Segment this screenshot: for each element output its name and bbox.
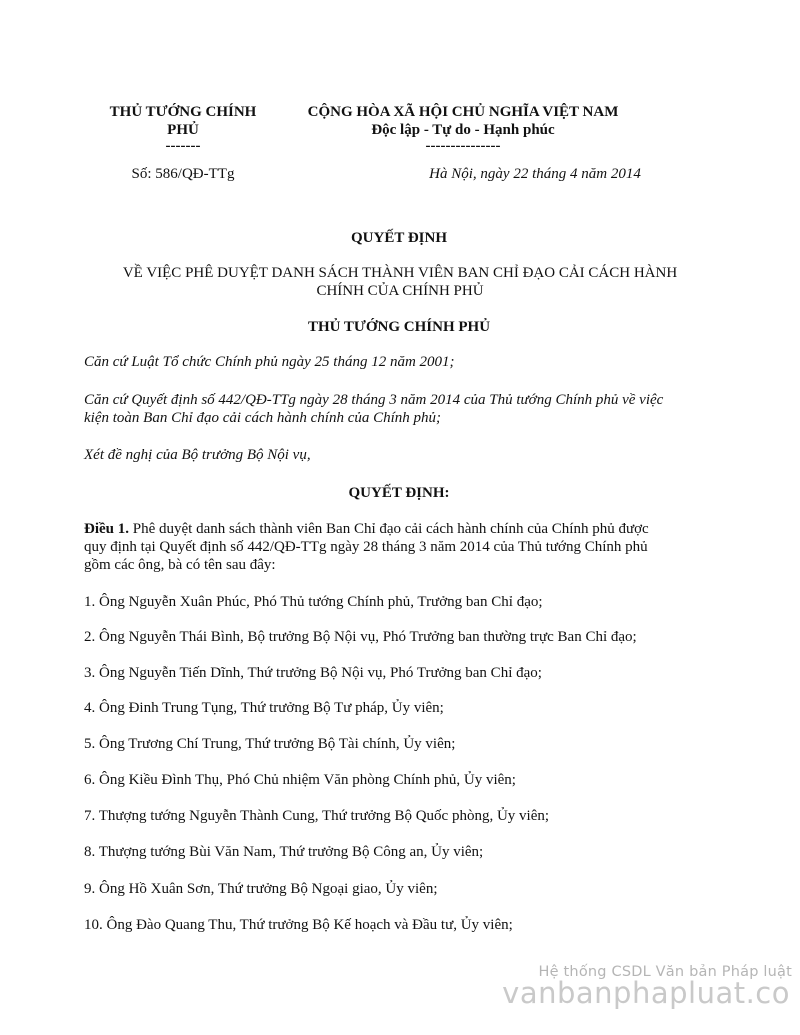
nation-name: CỘNG HÒA XÃ HỘI CHỦ NGHĨA VIỆT NAM [307, 104, 619, 120]
basis-decision-line1: Căn cứ Quyết định số 442/QĐ-TTg ngày 28 tháng 3 năm 2014 của Thủ tướng Chính phủ về việc [84, 392, 664, 408]
document-type: QUYẾT ĐỊNH [351, 230, 447, 246]
issue-date: Hà Nội, ngày 22 tháng 4 năm 2014 [429, 166, 641, 182]
basis-decision-line2: kiện toàn Ban Chỉ đạo cải cách hành chính của Chính phủ; [84, 410, 442, 426]
article-1 [84, 520, 724, 574]
authority-name [100, 103, 266, 153]
member-1: 1. Ông Nguyễn Xuân Phúc, Phó Thủ tướng Chính phủ, Trưởng ban Chỉ đạo; [84, 594, 543, 610]
authority-line1: THỦ TƯỚNG CHÍNH [109, 104, 257, 120]
authority-dash: ------- [165, 138, 201, 154]
basis-decision [84, 391, 724, 427]
national-header [290, 103, 636, 153]
basis-law: Căn cứ Luật Tổ chức Chính phủ ngày 25 tháng 12 năm 2001; [84, 354, 455, 370]
issuer-title: THỦ TƯỚNG CHÍNH PHỦ [307, 319, 491, 335]
member-5: 5. Ông Trương Chí Trung, Thứ trưởng Bộ Tài chính, Ủy viên; [84, 736, 456, 752]
motto: Độc lập - Tự do - Hạnh phúc [371, 122, 555, 138]
article-1-line2: quy định tại Quyết định số 442/QĐ-TTg ngày 28 tháng 3 năm 2014 của Thủ tướng Chính phủ [84, 539, 648, 555]
article-1-line3: gồm các ông, bà có tên sau đây: [84, 557, 276, 573]
document-subject [60, 264, 740, 300]
member-2: 2. Ông Nguyễn Thái Bình, Bộ trưởng Bộ Nội vụ, Phó Trưởng ban thường trực Ban Chỉ đạo; [84, 629, 637, 645]
article-1-label: Điều 1. [84, 521, 129, 537]
member-7: 7. Thượng tướng Nguyễn Thành Cung, Thứ trưởng Bộ Quốc phòng, Ủy viên; [84, 808, 550, 824]
article-1-text: Phê duyệt danh sách thành viên Ban Chỉ đạo cải cách hành chính của Chính phủ được [129, 521, 649, 537]
article-1-line1 [84, 520, 724, 538]
member-3: 3. Ông Nguyễn Tiến Dĩnh, Thứ trưởng Bộ Nội vụ, Phó Trưởng ban Chỉ đạo; [84, 665, 542, 681]
watermark-caption: Hệ thống CSDL Văn bản Pháp luật [538, 964, 792, 980]
member-6: 6. Ông Kiều Đình Thụ, Phó Chủ nhiệm Văn phòng Chính phủ, Ủy viên; [84, 772, 516, 788]
member-8: 8. Thượng tướng Bùi Văn Nam, Thứ trưởng Bộ Công an, Ủy viên; [84, 844, 484, 860]
motto-dash: --------------- [425, 138, 501, 154]
watermark-site: vanbanphapluat.co [502, 976, 790, 1010]
decide-heading: QUYẾT ĐỊNH: [348, 485, 450, 501]
document-number: Số: 586/QĐ-TTg [131, 166, 235, 182]
subject-line2: CHÍNH CỦA CHÍNH PHỦ [316, 283, 484, 299]
member-9: 9. Ông Hồ Xuân Sơn, Thứ trưởng Bộ Ngoại giao, Ủy viên; [84, 881, 438, 897]
subject-line1: VỀ VIỆC PHÊ DUYỆT DANH SÁCH THÀNH VIÊN BAN CHỈ ĐẠO CẢI CÁCH HÀNH [122, 265, 678, 281]
basis-proposal: Xét đề nghị của Bộ trưởng Bộ Nội vụ, [84, 447, 311, 463]
authority-line2: PHỦ [167, 122, 199, 138]
member-10: 10. Ông Đào Quang Thu, Thứ trưởng Bộ Kế hoạch và Đầu tư, Ủy viên; [84, 917, 513, 933]
member-4: 4. Ông Đinh Trung Tụng, Thứ trưởng Bộ Tư pháp, Ủy viên; [84, 700, 444, 716]
